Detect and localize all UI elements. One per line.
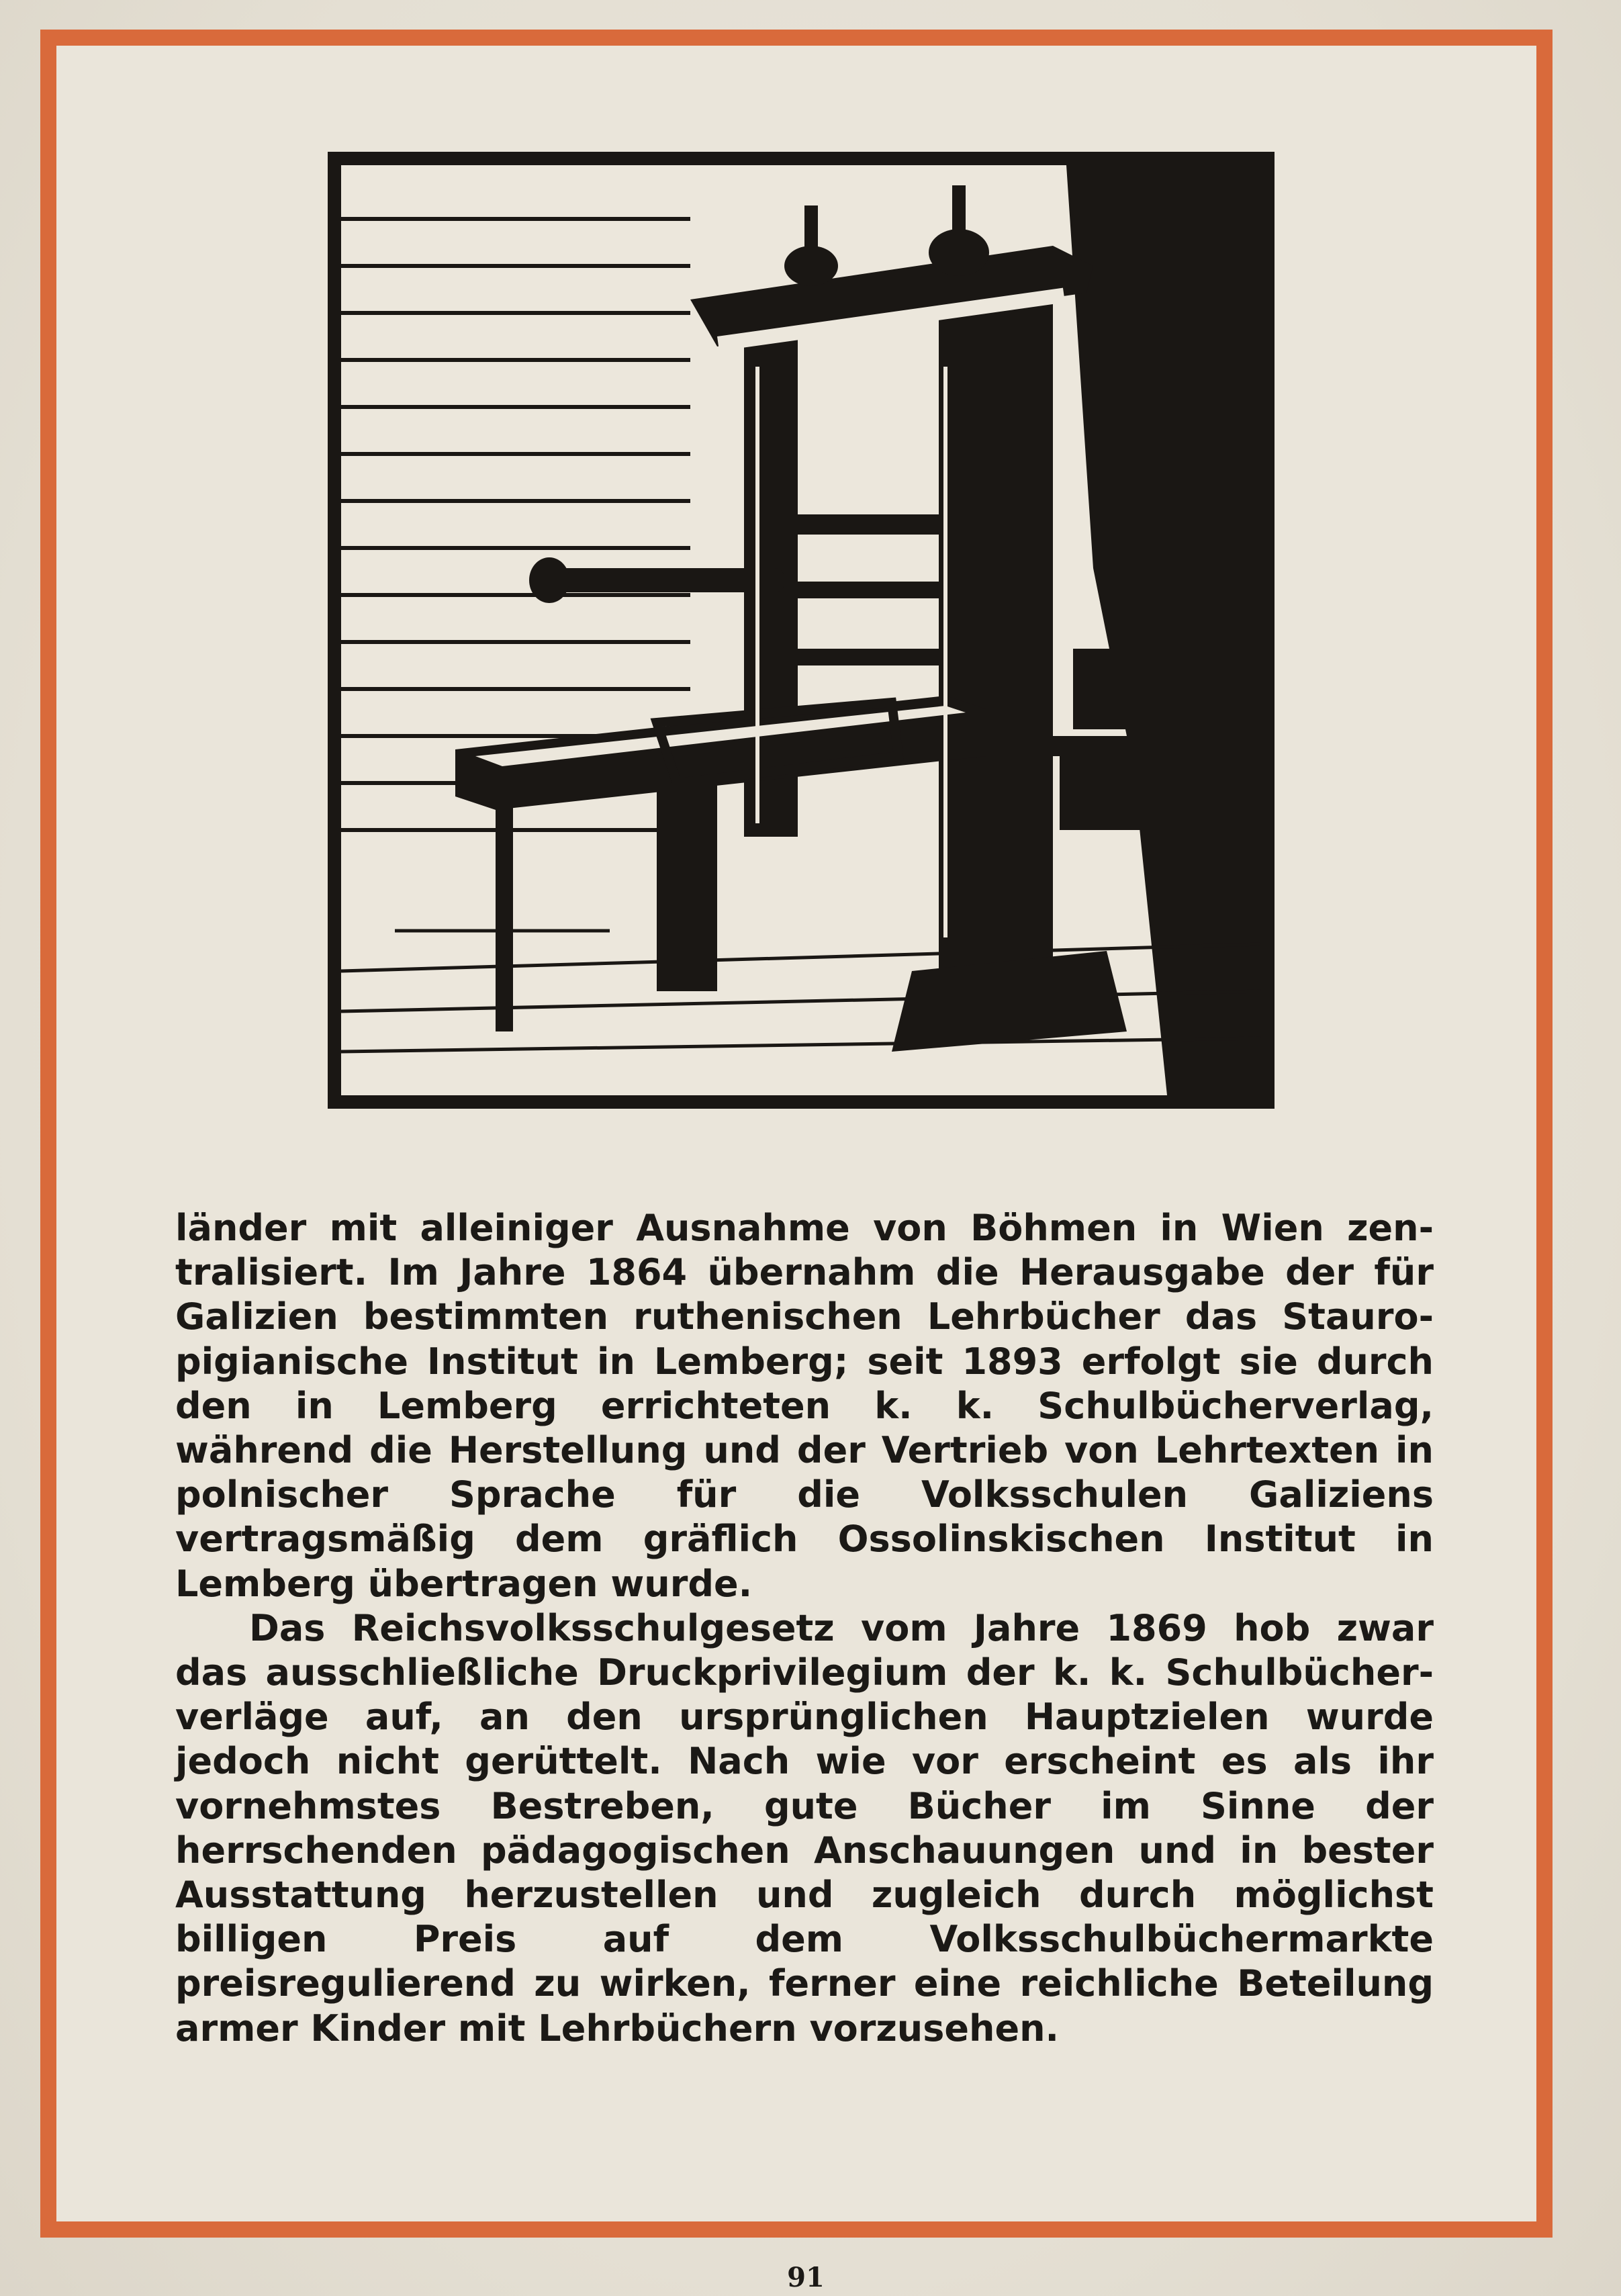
printing-press-illustration [328,152,1275,1109]
article-body [175,1206,1434,2051]
printing-press-woodcut-image [341,165,1261,1095]
page-number: 91 [787,2262,825,2293]
paragraph-2: Das Reichsvolksschulgesetz vom Jahre 1869 hob zwar das ausschließliche Druckprivilegium der k. k. Schulbücherverläge auf, an den ursprünglichen Hauptzielen wurde jedoch nicht gerüttelt. Nach wie vor erscheint es als ihr vornehmstes Bestreben, gute Bücher im Sinne der herrschenden pädagogischen Anschauungen und in bester Ausstattung herzustellen und zugleich durch möglichst billigen Preis auf dem Volksschulbüchermarkte preisregulierend zu wirken, ferner eine reichliche Beteilung armer Kinder mit Lehrbüchern vorzusehen. [175,1606,1434,2050]
paragraph-1: länder mit alleiniger Ausnahme von Böhmen in Wien zentralisiert. Im Jahre 1864 übernahm die Herausgabe der für Galizien bestimmten ruthenischen Lehrbücher das Stauropigianische Institut in Lemberg; seit 1893 erfolgt sie durch den in Lemberg errichteten k. k. Schulbücherverlag, während die Herstellung und der Vertrieb von Lehrtexten in polnischer Sprache für die Volksschulen Galiziens vertragsmäßig dem gräflich Ossolinskischen Institut in Lemberg übertragen wurde. [175,1207,1434,1605]
